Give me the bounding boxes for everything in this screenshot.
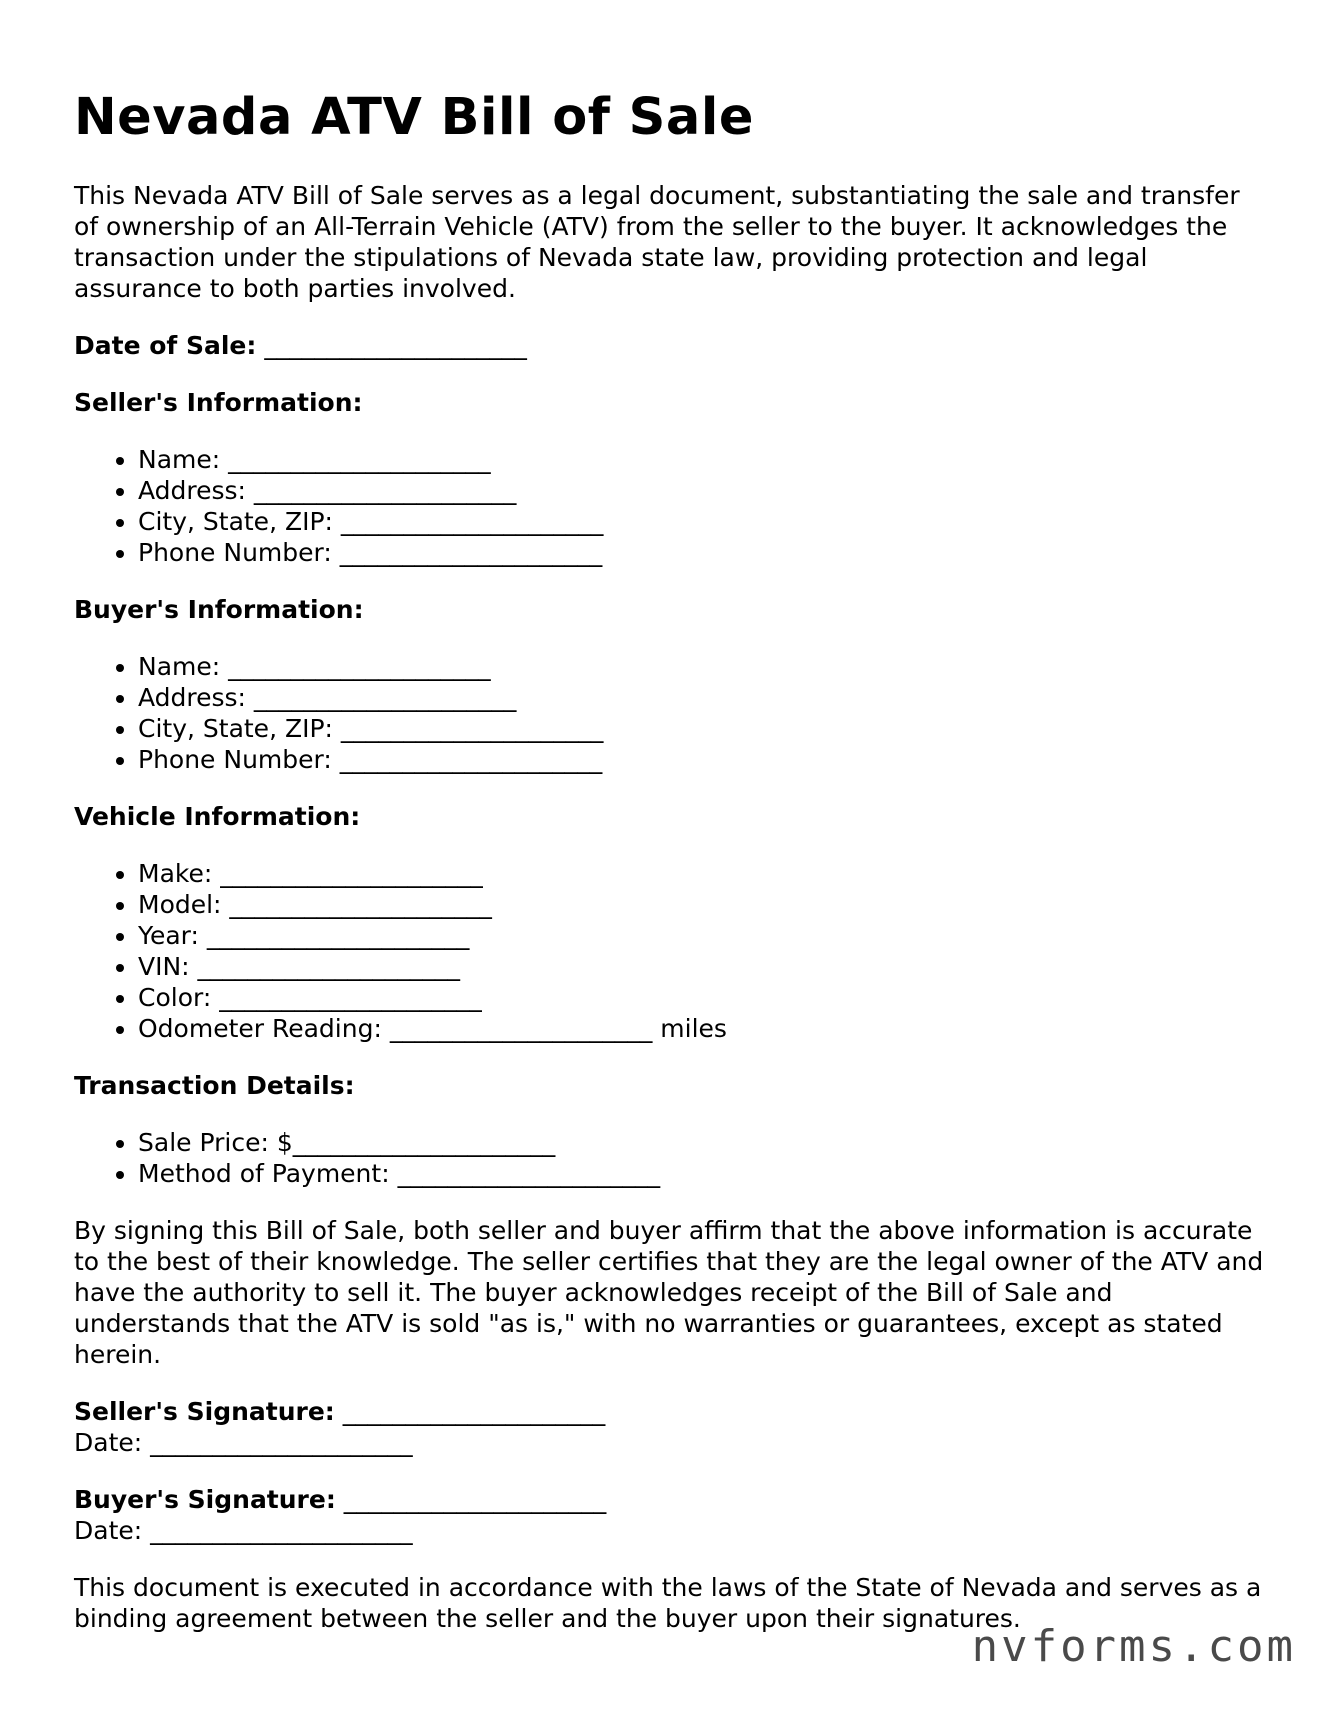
buyer-name-field: • Name: _____________________: [138, 651, 1264, 682]
document-page: [74, 88, 1264, 1634]
vehicle-vin-field: • VIN: _____________________: [138, 951, 1264, 982]
vehicle-info-list: [74, 858, 1264, 1044]
seller-phone-field: • Phone Number: _____________________: [138, 537, 1264, 568]
date-of-sale-line: [74, 330, 1264, 361]
date-of-sale-label: Date of Sale:: [74, 331, 257, 360]
seller-name-field: • Name: _____________________: [138, 444, 1264, 475]
seller-address-field: • Address: _____________________: [138, 475, 1264, 506]
buyer-signature-label: Buyer's Signature:: [74, 1485, 336, 1514]
buyer-address-field: • Address: _____________________: [138, 682, 1264, 713]
buyer-signature-date: Date: _____________________: [74, 1516, 413, 1545]
seller-signature-line: [74, 1396, 1264, 1427]
buyer-signature-blank: _____________________: [343, 1485, 607, 1514]
vehicle-year-field: • Year: _____________________: [138, 920, 1264, 951]
seller-signature-date: Date: _____________________: [74, 1428, 413, 1457]
buyer-signature-line: [74, 1484, 1264, 1515]
vehicle-info-heading: Vehicle Information:: [74, 802, 361, 831]
date-of-sale-blank: _____________________: [264, 331, 527, 360]
vehicle-odometer-field: • Odometer Reading: _____________________ miles: [138, 1013, 1264, 1044]
closing-paragraph: This document is executed in accordance with the laws of the State of Nevada and serves as a binding agreement between the seller and the buyer upon their signatures.: [74, 1573, 1262, 1633]
page-title: Nevada ATV Bill of Sale: [74, 88, 754, 147]
seller-city-field: • City, State, ZIP: _____________________: [138, 506, 1264, 537]
buyer-info-list: [74, 651, 1264, 775]
seller-signature-label: Seller's Signature:: [74, 1397, 335, 1426]
vehicle-make-field: • Make: _____________________: [138, 858, 1264, 889]
intro-paragraph: This Nevada ATV Bill of Sale serves as a legal document, substantiating the sale and transfer of ownership of an All-Terrain Vehicle (ATV) from the seller to the buyer. It acknowledges the transaction under the stipulations of Nevada state law, providing protection and legal assurance to both parties involved.: [74, 181, 1240, 303]
vehicle-color-field: • Color: _____________________: [138, 982, 1264, 1013]
seller-info-heading: Seller's Information:: [74, 388, 363, 417]
transaction-details-heading: Transaction Details:: [74, 1071, 355, 1100]
seller-signature-blank: _____________________: [342, 1397, 606, 1426]
affirmation-paragraph: By signing this Bill of Sale, both seller and buyer affirm that the above information is accurate to the best of their knowledge. The seller certifies that they are the legal owner of the ATV and have the authority to sell it. The buyer acknowledges receipt of the Bill of Sale and understands that the ATV is sold "as is," with no warranties or guarantees, except as stated herein.: [74, 1216, 1264, 1369]
site-watermark: nvforms.com: [971, 1621, 1296, 1672]
sale-price-field: • Sale Price: $_____________________: [138, 1127, 1264, 1158]
transaction-details-list: [74, 1127, 1264, 1189]
payment-method-field: • Method of Payment: _____________________: [138, 1158, 1264, 1189]
vehicle-model-field: • Model: _____________________: [138, 889, 1264, 920]
buyer-city-field: • City, State, ZIP: _____________________: [138, 713, 1264, 744]
seller-info-list: [74, 444, 1264, 568]
buyer-phone-field: • Phone Number: _____________________: [138, 744, 1264, 775]
buyer-info-heading: Buyer's Information:: [74, 595, 364, 624]
